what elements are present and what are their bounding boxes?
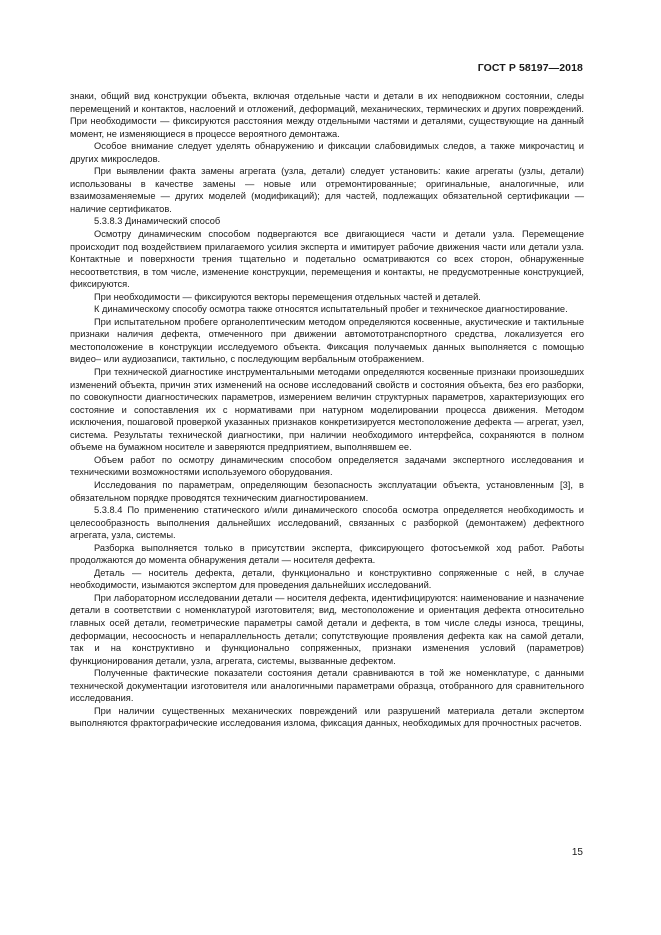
paragraph: При необходимости — фиксируются векторы перемещения отдельных частей и деталей. <box>94 291 481 302</box>
paragraph: 5.3.8.4 По применению статического и/или динамического способа осмотра определяется необходимость и целесообразность выполнения дальнейших исследований, связанных с разборкой (демонтажем) дефектного агрегата, узла, системы. <box>70 505 584 541</box>
body-text <box>70 90 584 730</box>
paragraph: Особое внимание следует уделять обнаружению и фиксации слабовидимых следов, а также микрочастиц и других микроследов. <box>70 141 584 164</box>
paragraph: При лабораторном исследовании детали — носителя дефекта, идентифицируются: наименование и назначение детали в соответствии с номенклатурой изготовителя; вид, местоположение и ориентация дефекта относительно главных осей детали, геометрические параметры самой детали и дефекта, в том числе следы износа, трещины, деформации, несоосность и непараллельность детали; сопутствующие проявления дефекта как на самой детали, так и на конструктивно и функционально сопряженных, признаки изменения условий (параметров) функционирования детали, узла, агрегата, системы, вызванные дефектом. <box>70 592 584 666</box>
paragraph: Разборка выполняется только в присутствии эксперта, фиксирующего фотосъемкой ход работ. Работы продолжаются до момента обнаружения детали — носителя дефекта. <box>70 542 584 566</box>
paragraph: При испытательном пробеге органолептическим методом определяются косвенные, акустические и тактильные признаки наличия дефекта, отмеченного при движении автомототранспортного средства, локализуется его местоположение в конструкции исследуемого объекта. Фиксация получаемых данных выполняется с помощью видео– или аудиозаписи, тактильно, с последующим вербальным отображением. <box>70 316 584 365</box>
page-number: 15 <box>571 847 583 858</box>
paragraph: знаки, общий вид конструкции объекта, включая отдельные части и детали в их неподвижном состоянии, следы перемещений и контактов, наслоений и отложений, деформаций, механических, термических и других повреждений. При необходимости — фиксируются расстояния между отдельными частями и деталями, существующие на данный момент, не изменяющиеся в процессе вероятного демонтажа. <box>70 91 584 139</box>
paragraph: К динамическому способу осмотра также относятся испытательный пробег и техническое диагностирование. <box>94 304 568 315</box>
paragraph: При выявлении факта замены агрегата (узла, детали) следует установить: какие агрегаты (узлы, детали) использованы в качестве замены — новые или отремонтированные; оригинальные, аналогичные, или взаимозаменяемые — других моделей (модификаций); для частей, подлежащих обязательной сертификации — наличие сертификатов. <box>70 166 584 214</box>
paragraph: Осмотру динамическим способом подвергаются все двигающиеся части и детали узла. Перемещение происходит под воздействием прилагаемого усилия эксперта и имитирует рабочие движения части или детали узла. Контактные и поверхности трения тщательно и подетально осматриваются со всех сторон, обнаруженные несоответствия, в том числе, изменение конструкции, перемещения и контакты, не предусмотренные конструкцией, фиксируются. <box>70 229 584 290</box>
paragraph: При наличии существенных механических повреждений или разрушений материала детали экспертом выполняются фрактографические исследования излома, фиксация данных, необходимых для прочностных расчетов. <box>70 705 584 729</box>
paragraph: При технической диагностике инструментальными методами определяются косвенные признаки произошедших изменений объекта, причин этих изменений на основе исследований свойств и состояния объекта, без его разборки, по совокупности диагностических параметров, измерением величин структурных параметров, характеризующих его состояние и сопоставления их с нормативами при натурном моделировании процесса движения. Методом исключения, пошаговой проверкой указанных признаков конкретизируется местоположение дефекта — агрегат, узел, система. Результаты технической диагностики, при наличии необходимого интерфейса, сохраняются в полном объеме на бумажном носителе и заверяются предприятием, выполнявшем ее. <box>70 367 584 453</box>
paragraph: Деталь — носитель дефекта, детали, функционально и конструктивно сопряженные с ней, в случае необходимости, изымаются экспертом для проведения дальнейших исследований. <box>70 567 584 591</box>
paragraph: Полученные фактические показатели состояния детали сравниваются в той же номенклатуре, с данными технической документации изготовителя или аналогичными параметрами образца, отобранного для сравнительного исследования. <box>70 668 584 704</box>
paragraph: Объем работ по осмотру динамическим способом определяется задачами экспертного исследования и техническими возможностями используемого оборудования. <box>70 454 584 478</box>
paragraph: Исследования по параметрам, определяющим безопасность эксплуатации объекта, установленным [3], в обязательном порядке проводятся техническим диагностированием. <box>70 479 584 503</box>
document-code-header: ГОСТ Р 58197—2018 <box>477 62 583 74</box>
section-heading: 5.3.8.3 Динамический способ <box>94 216 221 227</box>
